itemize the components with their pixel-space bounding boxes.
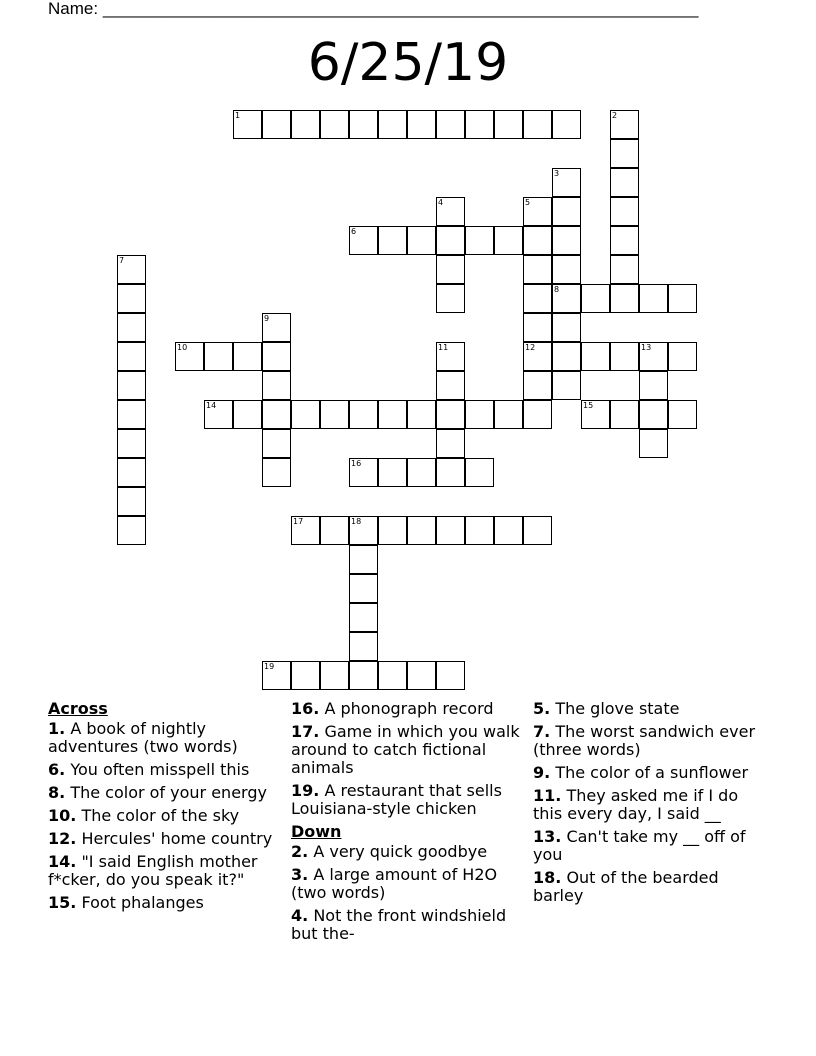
clue-across-6: 6. You often misspell this: [48, 760, 250, 779]
grid-cell[interactable]: [639, 400, 668, 429]
clue-number: 9: [264, 314, 270, 323]
puzzle-title: 6/25/19: [307, 33, 509, 93]
clue-column-1: [48, 700, 284, 917]
grid-cell[interactable]: [436, 458, 465, 487]
grid-cell[interactable]: [291, 400, 320, 429]
grid-cell[interactable]: [610, 284, 639, 313]
grid-cell[interactable]: [552, 371, 581, 400]
grid-cell[interactable]: [465, 226, 494, 255]
grid-cell[interactable]: [262, 371, 291, 400]
grid-cell[interactable]: [610, 168, 639, 197]
grid-cell[interactable]: [436, 429, 465, 458]
clue-number: 16: [351, 459, 362, 468]
grid-cell[interactable]: [523, 226, 552, 255]
clue-down-13: 13. Can't take my __ off of you: [533, 827, 746, 864]
grid-cell[interactable]: [349, 516, 378, 545]
clue-across-17: 17. Game in which you walk around to catch fictional animals: [291, 722, 520, 777]
grid-cell[interactable]: [436, 226, 465, 255]
grid-cell[interactable]: [117, 255, 146, 284]
grid-cell[interactable]: [465, 110, 494, 139]
clue-across-1: 1. A book of nightly adventures (two words): [48, 719, 238, 756]
grid-cell[interactable]: [436, 342, 465, 371]
grid-cell[interactable]: [262, 458, 291, 487]
grid-cell[interactable]: [349, 545, 378, 574]
grid-cell[interactable]: [523, 516, 552, 545]
down-heading: Down: [291, 822, 342, 841]
grid-cell[interactable]: [436, 284, 465, 313]
grid-cell[interactable]: [523, 255, 552, 284]
grid-cell[interactable]: [668, 284, 697, 313]
grid-cell[interactable]: [610, 226, 639, 255]
grid-cell[interactable]: [436, 516, 465, 545]
clue-down-5: 5. The glove state: [533, 699, 680, 718]
grid-cell[interactable]: [175, 342, 204, 371]
clue-down-2: 2. A very quick goodbye: [291, 842, 488, 861]
grid-cell[interactable]: [465, 400, 494, 429]
grid-cell[interactable]: [407, 458, 436, 487]
clue-number: 15: [583, 401, 594, 410]
grid-cell[interactable]: [320, 400, 349, 429]
grid-cell[interactable]: [407, 661, 436, 690]
grid-cell[interactable]: [291, 661, 320, 690]
clue-down-7: 7. The worst sandwich ever (three words): [533, 722, 756, 759]
grid-cell[interactable]: [436, 110, 465, 139]
grid-cell[interactable]: [233, 400, 262, 429]
grid-cell[interactable]: [436, 400, 465, 429]
grid-cell[interactable]: [639, 429, 668, 458]
grid-cell[interactable]: [581, 342, 610, 371]
clue-down-18: 18. Out of the bearded barley: [533, 868, 719, 905]
grid-cell[interactable]: [436, 255, 465, 284]
grid-cell[interactable]: [494, 226, 523, 255]
clue-number: 17: [293, 517, 304, 526]
clue-number: 12: [525, 343, 536, 352]
clue-across-16: 16. A phonograph record: [291, 699, 494, 718]
grid-cell[interactable]: [378, 516, 407, 545]
grid-cell[interactable]: [610, 139, 639, 168]
clue-number: 8: [554, 285, 560, 294]
name-label: Name:: [48, 0, 99, 18]
grid-cell[interactable]: [552, 197, 581, 226]
grid-cell[interactable]: [349, 400, 378, 429]
grid-cell[interactable]: [320, 661, 349, 690]
clue-number: 13: [641, 343, 652, 352]
clue-across-19: 19. A restaurant that sells Louisiana-style chicken: [291, 781, 502, 818]
clue-number: 18: [351, 517, 362, 526]
grid-cell[interactable]: [349, 574, 378, 603]
clue-down-11: 11. They asked me if I do this every day, I said __: [533, 786, 739, 823]
grid-cell[interactable]: [523, 400, 552, 429]
clue-column-2: [291, 700, 527, 948]
grid-cell[interactable]: [378, 226, 407, 255]
grid-cell[interactable]: [668, 400, 697, 429]
clue-number: 5: [525, 198, 531, 207]
clue-across-15: 15. Foot phalanges: [48, 893, 204, 912]
grid-cell[interactable]: [465, 458, 494, 487]
grid-cell[interactable]: [291, 110, 320, 139]
clue-across-8: 8. The color of your energy: [48, 783, 267, 802]
grid-cell[interactable]: [494, 400, 523, 429]
clue-across-14: 14. "I said English mother f*cker, do you speak it?": [48, 852, 258, 889]
grid-cell[interactable]: [552, 313, 581, 342]
grid-cell[interactable]: [639, 371, 668, 400]
grid-cell[interactable]: [494, 110, 523, 139]
grid-cell[interactable]: [117, 429, 146, 458]
grid-cell[interactable]: [262, 110, 291, 139]
clue-down-9: 9. The color of a sunflower: [533, 763, 749, 782]
clue-number: 3: [554, 169, 560, 178]
clue-down-4: 4. Not the front windshield but the-: [291, 906, 507, 943]
grid-cell[interactable]: [117, 458, 146, 487]
grid-cell[interactable]: [117, 313, 146, 342]
grid-cell[interactable]: [407, 516, 436, 545]
grid-cell[interactable]: [523, 313, 552, 342]
grid-cell[interactable]: [465, 516, 494, 545]
clue-down-3: 3. A large amount of H2O (two words): [291, 865, 498, 902]
grid-cell[interactable]: [349, 661, 378, 690]
grid-cell[interactable]: [378, 400, 407, 429]
grid-cell[interactable]: [639, 342, 668, 371]
grid-cell[interactable]: [349, 458, 378, 487]
grid-cell[interactable]: [349, 632, 378, 661]
grid-cell[interactable]: [407, 226, 436, 255]
grid-cell[interactable]: [639, 284, 668, 313]
grid-cell[interactable]: [523, 371, 552, 400]
grid-cell[interactable]: [204, 400, 233, 429]
grid-cell[interactable]: [349, 603, 378, 632]
grid-cell[interactable]: [581, 400, 610, 429]
grid-cell[interactable]: [204, 342, 233, 371]
grid-cell[interactable]: [610, 342, 639, 371]
grid-cell[interactable]: [320, 110, 349, 139]
grid-cell[interactable]: [378, 661, 407, 690]
grid-cell[interactable]: [117, 400, 146, 429]
grid-cell[interactable]: [407, 110, 436, 139]
grid-cell[interactable]: [610, 110, 639, 139]
grid-cell[interactable]: [523, 284, 552, 313]
grid-cell[interactable]: [494, 516, 523, 545]
grid-cell[interactable]: [552, 168, 581, 197]
grid-cell[interactable]: [610, 197, 639, 226]
grid-cell[interactable]: [523, 110, 552, 139]
grid-cell[interactable]: [262, 661, 291, 690]
grid-cell[interactable]: [117, 487, 146, 516]
grid-cell[interactable]: [117, 284, 146, 313]
grid-cell[interactable]: [349, 226, 378, 255]
grid-cell[interactable]: [117, 516, 146, 545]
grid-cell[interactable]: [262, 429, 291, 458]
grid-cell[interactable]: [233, 110, 262, 139]
grid-cell[interactable]: [233, 342, 262, 371]
grid-cell[interactable]: [117, 371, 146, 400]
clue-across-12: 12. Hercules' home country: [48, 829, 273, 848]
name-blank-line[interactable]: _______________________________________________________________: [102, 0, 699, 18]
clue-number: 11: [438, 343, 449, 352]
clue-column-3: [533, 700, 769, 910]
grid-cell[interactable]: [523, 342, 552, 371]
grid-cell[interactable]: [378, 458, 407, 487]
grid-cell[interactable]: [291, 516, 320, 545]
grid-cell[interactable]: [610, 400, 639, 429]
grid-cell[interactable]: [407, 400, 436, 429]
grid-cell[interactable]: [436, 197, 465, 226]
clue-across-10: 10. The color of the sky: [48, 806, 240, 825]
clue-number: 7: [119, 256, 125, 265]
clue-number: 6: [351, 227, 357, 236]
clue-number: 14: [206, 401, 217, 410]
grid-cell[interactable]: [436, 661, 465, 690]
grid-cell[interactable]: [552, 110, 581, 139]
grid-cell[interactable]: [552, 255, 581, 284]
grid-cell[interactable]: [610, 255, 639, 284]
grid-cell[interactable]: [320, 516, 349, 545]
grid-cell[interactable]: [552, 342, 581, 371]
grid-cell[interactable]: [668, 342, 697, 371]
clue-number: 1: [235, 111, 241, 120]
grid-cell[interactable]: [262, 400, 291, 429]
clue-number: 19: [264, 662, 275, 671]
grid-cell[interactable]: [552, 284, 581, 313]
grid-cell[interactable]: [552, 226, 581, 255]
clue-number: 2: [612, 111, 618, 120]
across-heading: Across: [48, 699, 108, 718]
grid-cell[interactable]: [117, 342, 146, 371]
grid-cell[interactable]: [378, 110, 407, 139]
clue-number: 4: [438, 198, 444, 207]
grid-cell[interactable]: [581, 284, 610, 313]
grid-cell[interactable]: [262, 342, 291, 371]
grid-cell[interactable]: [349, 110, 378, 139]
grid-cell[interactable]: [262, 313, 291, 342]
grid-cell[interactable]: [523, 197, 552, 226]
grid-cell[interactable]: [436, 371, 465, 400]
clue-number: 10: [177, 343, 188, 352]
